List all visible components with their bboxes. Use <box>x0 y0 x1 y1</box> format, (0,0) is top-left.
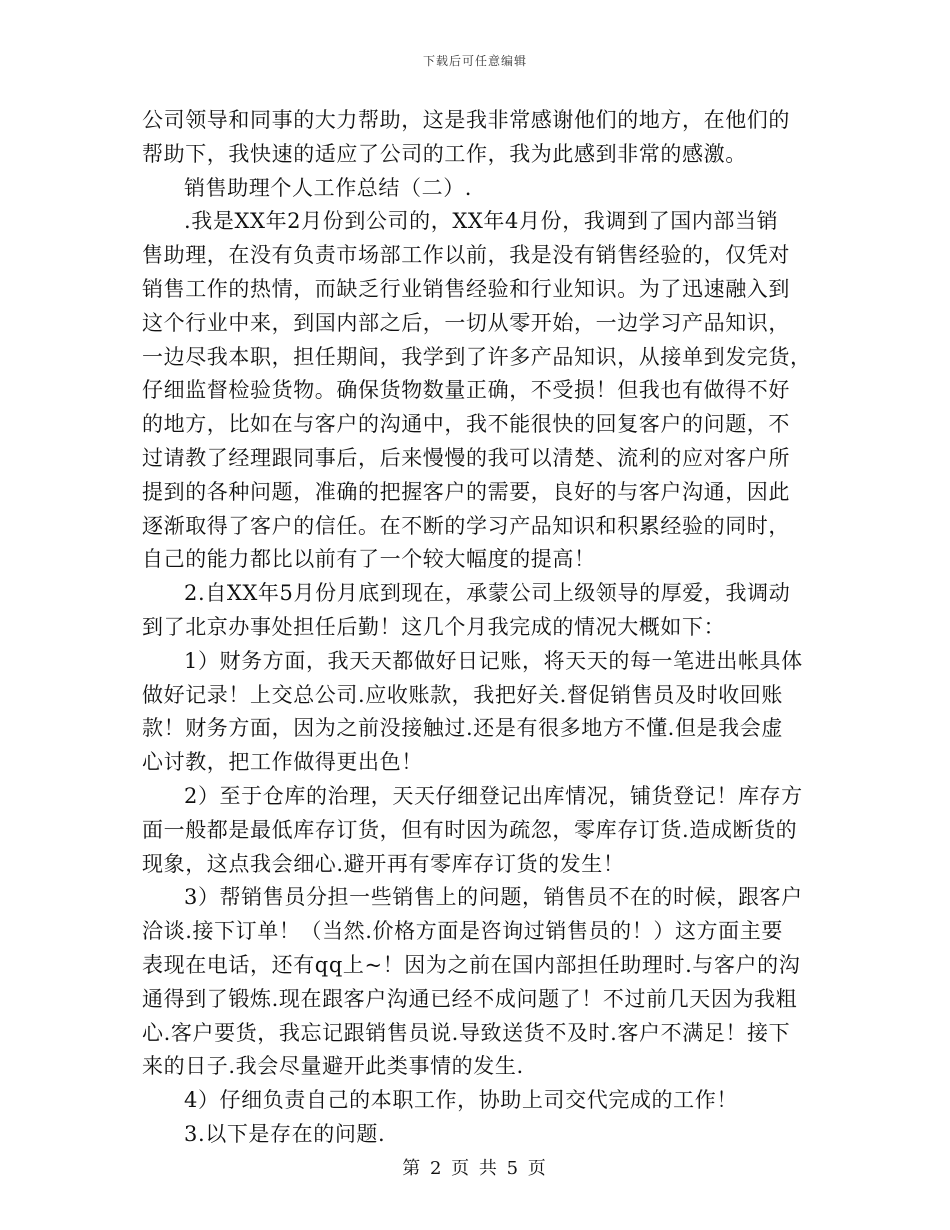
body-line: 1）财务方面，我天天都做好日记账，将天天的每一笔进出帐具体 <box>184 648 803 673</box>
body-line: 公司领导和同事的大力帮助，这是我非常感谢他们的地方，在他们的 <box>142 108 790 132</box>
document-body <box>142 104 810 1152</box>
body-line: 现象，这点我会细心.避开再有零库存订货的发生！ <box>142 851 625 876</box>
body-line: 表现在电话，还有qq上~！因为之前在国内部担任助理时.与客户的沟 <box>142 952 801 977</box>
body-line: 一边尽我本职，担任期间，我学到了许多产品知识，从接单到发完货， <box>142 344 812 369</box>
body-line: 帮助下，我快速的适应了公司的工作，我为此感到非常的感激。 <box>142 141 747 166</box>
body-line: 销售工作的热情，而缺乏行业销售经验和行业知识。为了迅速融入到 <box>142 276 790 301</box>
body-line: 4）仔细负责自己的本职工作，协助上司交代完成的工作！ <box>184 1088 738 1113</box>
page-number-footer: 第 2 页 共 5 页 <box>402 1158 548 1179</box>
body-line: 2）至于仓库的治理，天天仔细登记出库情况，铺货登记！库存方 <box>184 783 803 808</box>
page-header: 下载后可任意编辑 <box>422 54 527 68</box>
body-line: 售助理，在没有负责市场部工作以前，我是没有销售经验的，仅凭对 <box>142 243 790 268</box>
body-line: 到了北京办事处担任后勤！这几个月我完成的情况大概如下： <box>142 614 726 639</box>
body-line: 逐渐取得了客户的信任。在不断的学习产品知识和积累经验的同时， <box>142 513 790 538</box>
body-line: 3）帮销售员分担一些销售上的问题，销售员不在的时候，跟客户 <box>184 885 803 910</box>
body-line: 心讨教，把工作做得更出色！ <box>142 750 423 775</box>
body-line: 的地方，比如在与客户的沟通中，我不能很快的回复客户的问题，不 <box>142 412 790 437</box>
section-heading: 销售助理个人工作总结（二）. <box>184 175 473 200</box>
body-line: 过请教了经理跟同事后，后来慢慢的我可以清楚、流利的应对客户所 <box>142 445 790 470</box>
body-line: 通得到了锻炼.现在跟客户沟通已经不成问题了！不过前几天因为我粗 <box>142 986 798 1011</box>
body-line: 提到的各种问题，准确的把握客户的需要，良好的与客户沟通，因此 <box>142 479 790 504</box>
body-line: 自己的能力都比以前有了一个较大幅度的提高！ <box>142 547 596 572</box>
body-line: 洽谈.接下订单！（当然.价格方面是咨询过销售员的！）这方面主要 <box>142 919 783 944</box>
body-line: 做好记录！上交总公司.应收账款，我把好关.督促销售员及时收回账 <box>142 682 783 707</box>
body-line: 款！财务方面，因为之前没接触过.还是有很多地方不懂.但是我会虚 <box>142 716 783 741</box>
body-line: 3.以下是存在的问题. <box>184 1121 386 1146</box>
body-line: 来的日子.我会尽量避开此类事情的发生. <box>142 1054 524 1079</box>
body-line: 2.自XX年5月份月底到现在，承蒙公司上级领导的厚爱，我调动 <box>184 581 791 606</box>
body-line: 这个行业中来，到国内部之后，一切从零开始，一边学习产品知识， <box>142 310 790 335</box>
body-line: .我是XX年2月份到公司的，XX年4月份，我调到了国内部当销 <box>184 209 779 234</box>
body-line: 心.客户要货，我忘记跟销售员说.导致送货不及时.客户不满足！接下 <box>142 1020 791 1045</box>
body-line: 面一般都是最低库存订货，但有时因为疏忽，零库存订货.造成断货的 <box>142 817 798 842</box>
body-line: 仔细监督检验货物。确保货物数量正确，不受损！但我也有做得不好 <box>142 378 790 403</box>
